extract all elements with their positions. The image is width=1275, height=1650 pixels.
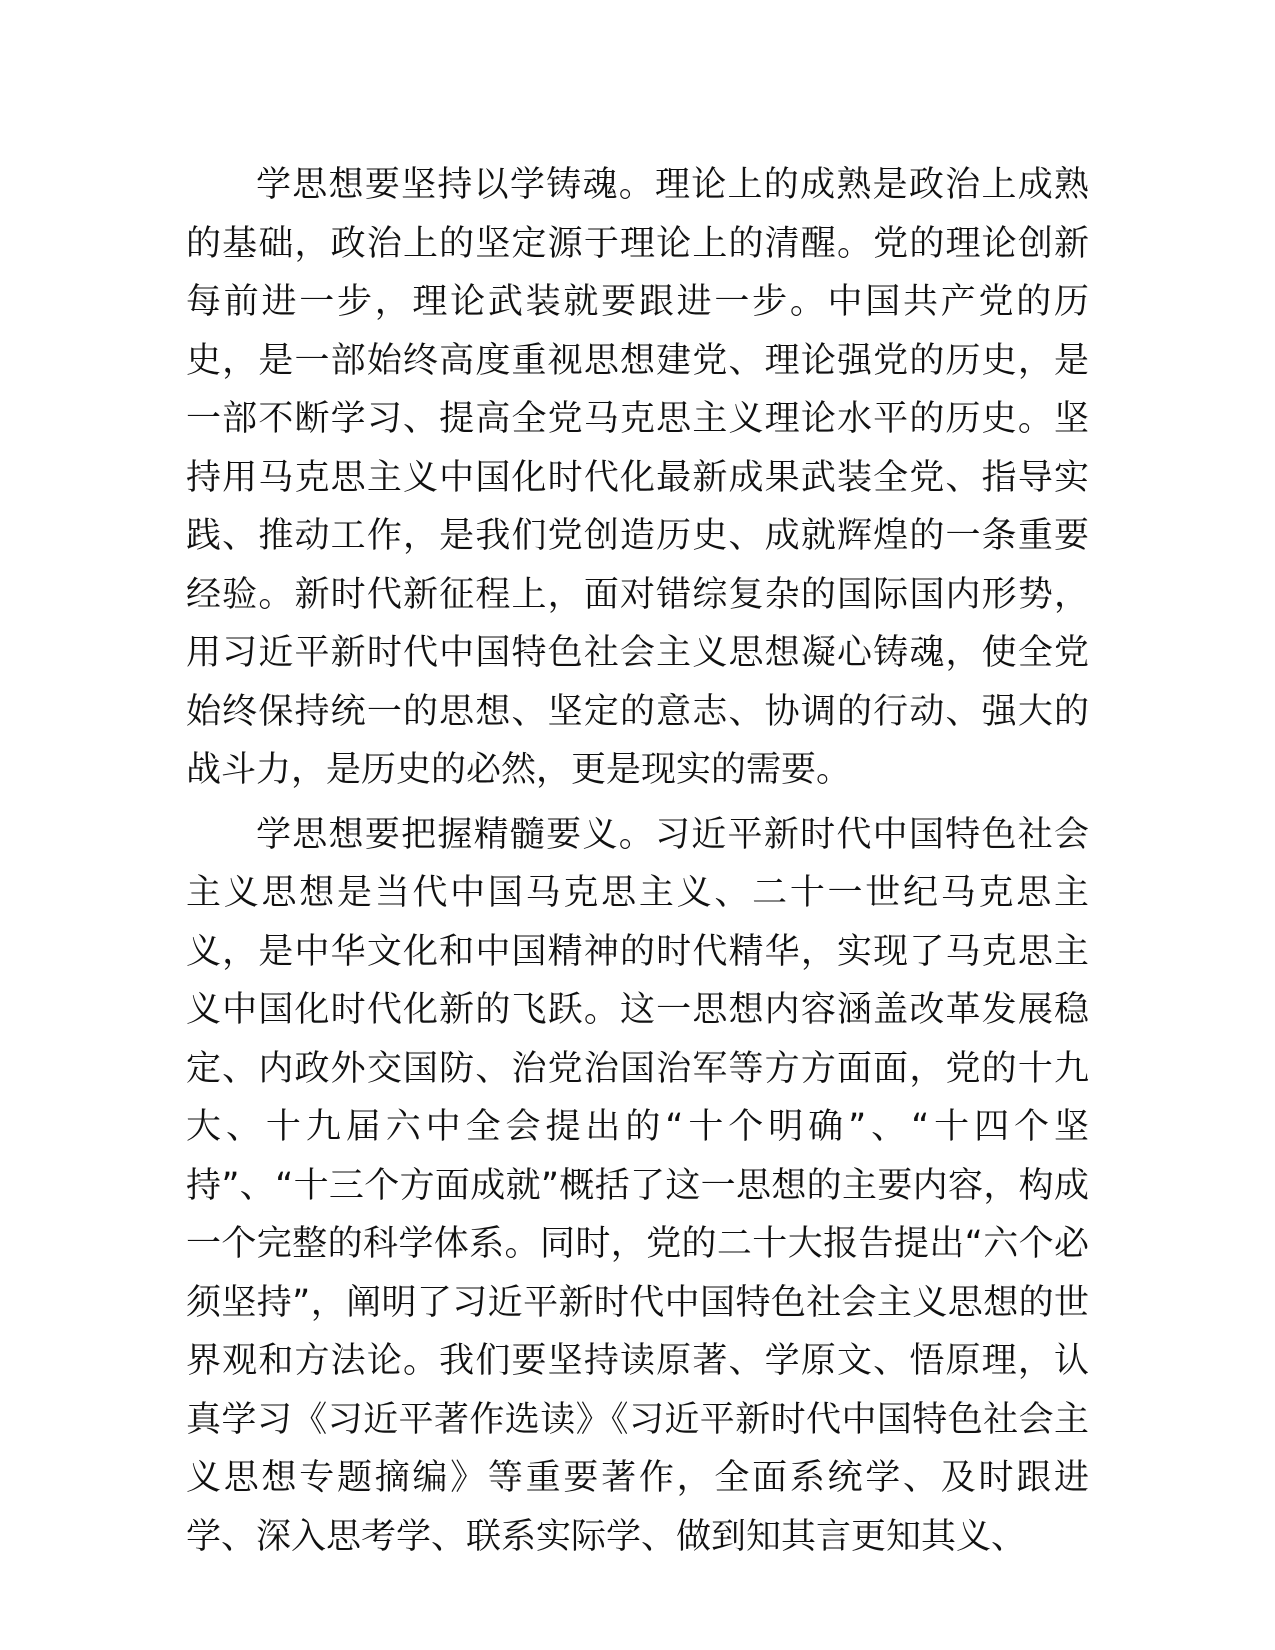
document-body (186, 156, 1089, 1572)
paragraph-study-thought-soul: 学思想要坚持以学铸魂。理论上的成熟是政治上成熟的基础，政治上的坚定源于理论上的清醒。党的理论创新每前进一步，理论武装就要跟进一步。中国共产党的历史，是一部始终高度重视思想建党、理论强党的历史，是一部不断学习、提高全党马克思主义理论水平的历史。坚持用马克思主义中国化时代化最新成果武装全党、指导实践、推动工作，是我们党创造历史、成就辉煌的一条重要经验。新时代新征程上，面对错综复杂的国际国内形势，用习近平新时代中国特色社会主义思想凝心铸魂，使全党始终保持统一的思想、坚定的意志、协调的行动、强大的战斗力，是历史的必然，更是现实的需要。 (186, 165, 1089, 790)
paragraph-study-thought-essence: 学思想要把握精髓要义。习近平新时代中国特色社会主义思想是当代中国马克思主义、二十一世纪马克思主义，是中华文化和中国精神的时代精华，实现了马克思主义中国化时代化新的飞跃。这一思想内容涵盖改革发展稳定、内政外交国防、治党治国治军等方方面面，党的十九大、十九届六中全会提出的“十个明确”、“十四个坚持”、“十三个方面成就”概括了这一思想的主要内容，构成一个完整的科学体系。同时，党的二十大报告提出“六个必须坚持”，阐明了习近平新时代中国特色社会主义思想的世界观和方法论。我们要坚持读原著、学原文、悟原理，认真学习《习近平著作选读》《习近平新时代中国特色社会主义思想专题摘编》等重要著作，全面系统学、及时跟进学、深入思考学、联系实际学、做到知其言更知其义、 (186, 814, 1089, 1557)
